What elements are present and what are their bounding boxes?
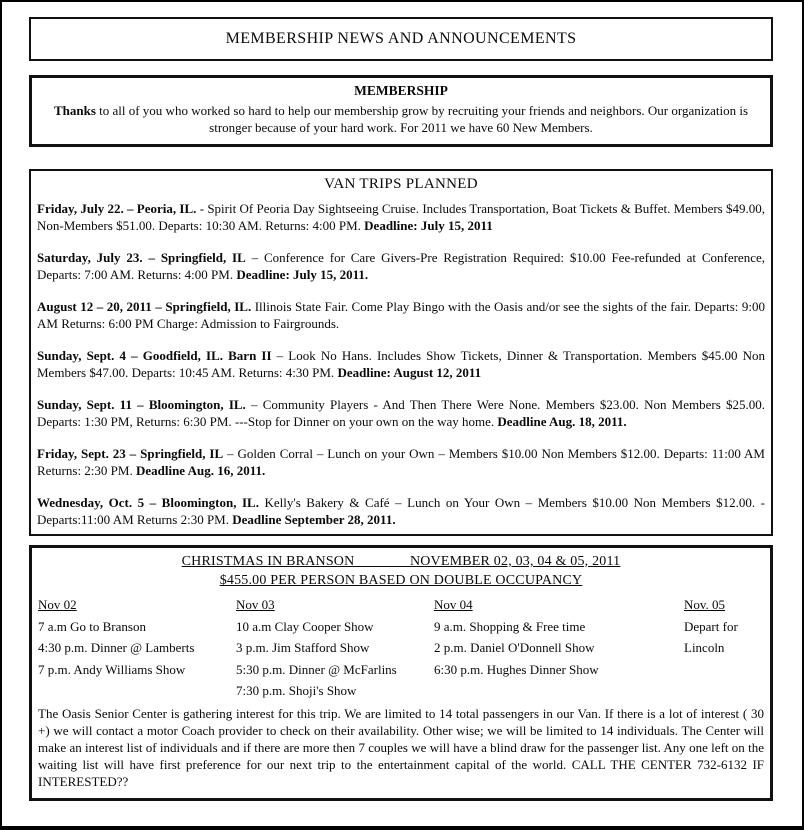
page-title: MEMBERSHIP NEWS AND ANNOUNCEMENTS: [225, 30, 577, 47]
trip-deadline: Deadline Aug. 18, 2011.: [497, 414, 627, 429]
trip-date-location: Friday, Sept. 23 – Springfield, IL: [37, 446, 224, 461]
column-header-nov02: [38, 594, 236, 616]
page-title-box: [29, 17, 773, 61]
itinerary-cell: Lincoln: [684, 640, 725, 655]
trip-deadline: Deadline: July 15, 2011.: [236, 267, 369, 282]
itinerary-cell: 7:30 p.m. Shoji's Show: [236, 683, 357, 698]
trip-details: – Golden Corral – Lunch on your Own – Members $10.00 Non Members $12.00. Departs: 11:00 AM Returns: 2:30 PM.: [37, 446, 765, 478]
branson-itinerary-table: [38, 594, 764, 702]
itinerary-cell: 6:30 p.m. Hughes Dinner Show: [434, 661, 599, 677]
itinerary-cell: 4:30 p.m. Dinner @ Lamberts: [38, 640, 195, 655]
trip-details: - Spirit Of Peoria Day Sightseeing Cruise. Includes Transportation, Boat Tickets & Buffet. Members $49.00, Non-Members $51.00. Departs: 10:30 AM. Returns: 4:00 PM.: [37, 201, 766, 233]
trip-date-location: Sunday, Sept. 11 – Bloomington, IL.: [37, 397, 246, 412]
itinerary-cell: Depart for: [684, 618, 738, 634]
membership-heading: MEMBERSHIP: [354, 83, 448, 98]
branson-heading-underline: [182, 554, 621, 569]
branson-dates: NOVEMBER 02, 03, 04 & 05, 2011: [409, 554, 621, 569]
trip-entry-state-fair: [37, 298, 765, 332]
itinerary-cell: 5:30 p.m. Dinner @ McFarlins: [236, 661, 397, 677]
trip-date-location: August 12 – 20, 2011 – Springfield, IL.: [37, 299, 252, 314]
trip-date-location: Friday, July 22. – Peoria, IL.: [37, 201, 197, 216]
trip-deadline: Deadline: August 12, 2011: [337, 365, 482, 380]
trip-entry-peoria: [37, 200, 765, 234]
column-header-label: Nov 04: [434, 597, 473, 612]
branson-heading-line: [38, 552, 764, 571]
itinerary-cell: 2 p.m. Daniel O'Donnell Show: [434, 640, 595, 655]
branson-section: [29, 545, 773, 801]
trip-details: – Conference for Care Givers-Pre Registration Required: $10.00 Fee-refunded at Conference, Departs: 7:00 AM. Returns: 4:00 PM.: [37, 250, 765, 282]
trip-date-location: Saturday, July 23. – Springfield, IL: [37, 250, 246, 265]
branson-interest-note: The Oasis Senior Center is gathering interest for this trip. We are limited to 14 total passengers in our Van. If there is a lot of interest ( 30 +) we will contact a motor Coach provider to check on their availability. Other wise; we will be limited to 14 individuals. The Center will make an interest list of individuals and if there are more then 7 couples we will have a blind draw for the passenger list. Any one left on the waiting list will have first preference for our next trip to the entertainment capital of the world. CALL THE CENTER 732-6132 IF INTERESTED??: [38, 705, 764, 789]
trip-details: – Look No Hans. Includes Show Tickets, Dinner & Transportation. Members $45.00 Non Members $47.00. Departs: 10:45 AM. Returns: 4:30 PM.: [37, 348, 765, 380]
trip-entry-goodfield: [37, 347, 765, 381]
trip-date-location: Wednesday, Oct. 5 – Bloomington, IL.: [37, 495, 259, 510]
itinerary-cell: [38, 680, 236, 702]
membership-lead: Thanks: [53, 103, 96, 118]
itinerary-cell: 7 a.m Go to Branson: [38, 618, 146, 634]
branson-title: CHRISTMAS IN BRANSON: [181, 554, 355, 569]
itinerary-cell: 9 a.m. Shopping & Free time: [434, 618, 586, 634]
van-trips-section: [29, 169, 773, 536]
membership-text: [44, 102, 758, 136]
itinerary-cell: 7 p.m. Andy Williams Show: [38, 661, 186, 677]
trip-entry-springfield-conference: [37, 249, 765, 283]
trip-details: – Community Players - And Then There Were None. Members $23.00. Non Members $25.00. Departs: 1:30 PM, Returns: 6:30 PM. ---Stop for Dinner on your own on the way home.: [37, 397, 765, 429]
itinerary-cell: [684, 659, 764, 681]
trip-entry-golden-corral: [37, 445, 765, 479]
column-header-label: Nov 02: [38, 597, 77, 612]
trip-deadline: Deadline September 28, 2011.: [232, 512, 396, 527]
membership-section: [29, 75, 773, 147]
trip-entry-bloomington-players: [37, 396, 765, 430]
column-header-nov05: [684, 594, 764, 616]
column-header-label: Nov 03: [236, 597, 275, 612]
itinerary-cell: 10 a.m Clay Cooper Show: [236, 618, 374, 634]
itinerary-cell: [684, 680, 764, 702]
trip-deadline: Deadline Aug. 16, 2011.: [135, 463, 266, 478]
trip-entry-kellys-bakery: [37, 494, 765, 528]
trip-details: Illinois State Fair. Come Play Bingo with the Oasis and/or see the sights of the fair. Departs: 9:00 AM Returns: 6:00 PM Charge: Admission to Fairgrounds.: [37, 299, 765, 331]
trip-details: Kelly's Bakery & Café – Lunch on Your Own – Members $10.00 Non Members $12.00. - Departs:11:00 AM Returns 2:30 PM.: [37, 495, 766, 527]
column-header-label: Nov. 05: [684, 597, 726, 612]
itinerary-cell: 3 p.m. Jim Stafford Show: [236, 640, 370, 655]
trip-date-location: Sunday, Sept. 4 – Goodfield, IL. Barn II: [37, 348, 272, 363]
column-header-nov03: [236, 594, 434, 616]
branson-price: $455.00 PER PERSON BASED ON DOUBLE OCCUPANCY: [219, 573, 583, 588]
trip-deadline: Deadline: July 15, 2011: [364, 218, 493, 233]
branson-price-line: [38, 571, 764, 590]
heading-gap: [354, 554, 410, 569]
membership-body: to all of you who worked so hard to help our membership grow by recruiting your friends and neighbors. Our organization is stronger because of your hard work. For 2011 we have 60 New Members.: [95, 103, 749, 135]
itinerary-cell: [434, 680, 684, 702]
van-trips-heading: VAN TRIPS PLANNED: [324, 176, 478, 192]
column-header-nov04: [434, 594, 684, 616]
